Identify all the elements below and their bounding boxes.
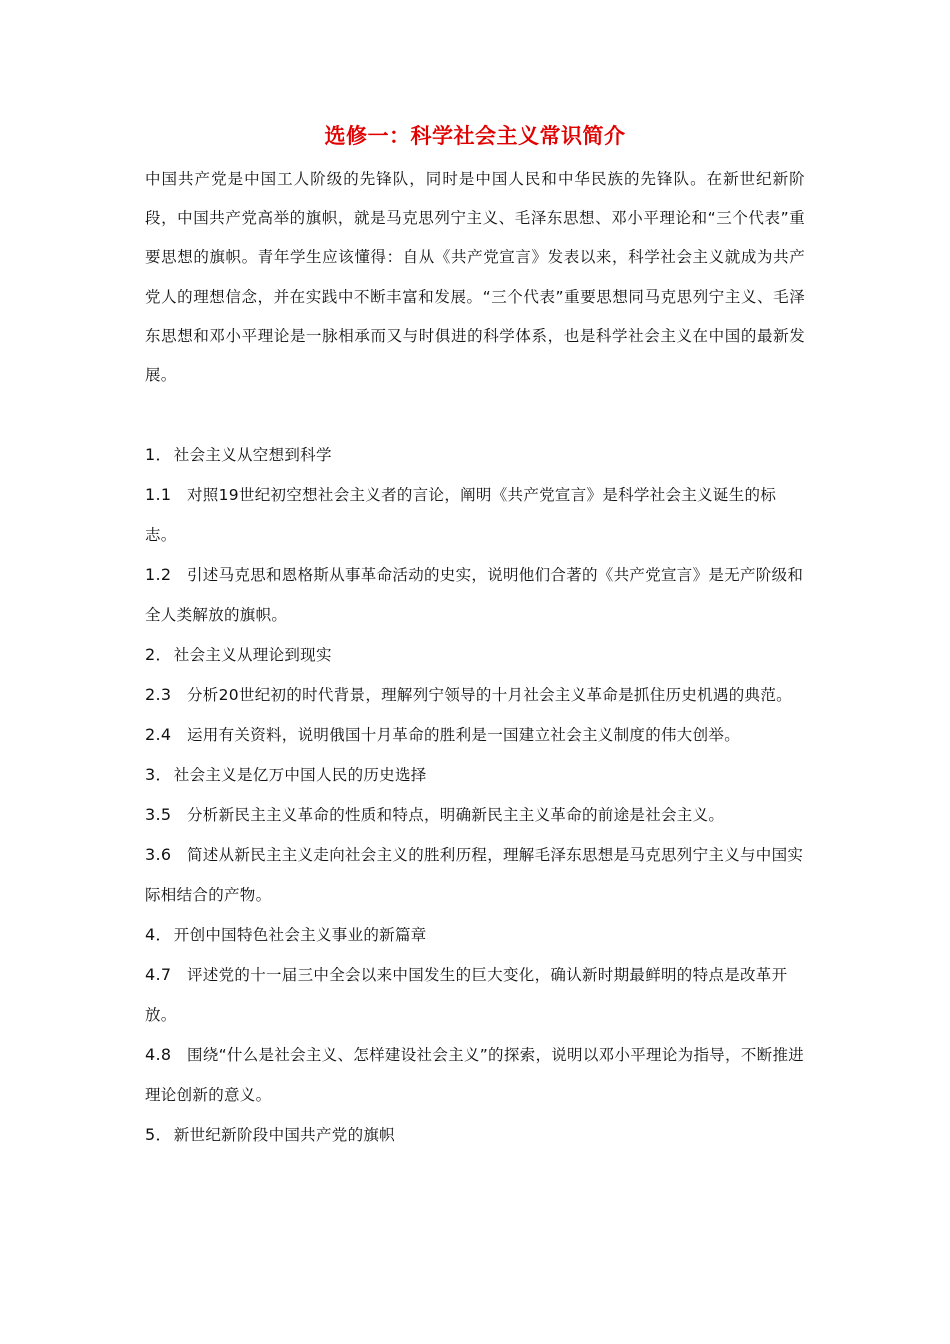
outline-number: 3.6: [145, 845, 172, 865]
outline-number: 3．: [145, 765, 172, 785]
outline-text: 对照19世纪初空想社会主义者的言论，阐明《共产党宣言》是科学社会主义诞生的标志。: [145, 486, 777, 545]
outline-text: 社会主义从空想到科学: [173, 446, 332, 465]
outline-text: 分析新民主主义革命的性质和特点，明确新民主主义革命的前途是社会主义。: [187, 806, 725, 825]
document-title: 选修一：科学社会主义常识简介: [324, 124, 626, 148]
outline-heading-3: [145, 755, 805, 795]
outline-number: 4．: [145, 925, 172, 945]
outline-text: 围绕“什么是社会主义、怎样建设社会主义”的探索，说明以邓小平理论为指导，不断推进理论创新的意义。: [145, 1046, 805, 1105]
outline-item-4-8: [145, 1035, 805, 1115]
outline-number: 2.3: [145, 685, 172, 705]
outline-text: 引述马克思和恩格斯从事革命活动的史实，说明他们合著的《共产党宣言》是无产阶级和全人类解放的旗帜。: [145, 566, 804, 625]
outline-text: 评述党的十一届三中全会以来中国发生的巨大变化，确认新时期最鲜明的特点是改革开放。: [145, 966, 788, 1025]
outline-heading-2: [145, 635, 805, 675]
outline-text: 社会主义是亿万中国人民的历史选择: [173, 766, 427, 785]
outline-item-4-7: [145, 955, 805, 1035]
outline-item-2-3: [145, 675, 805, 715]
outline-number: 1．: [145, 445, 172, 465]
outline-text: 开创中国特色社会主义事业的新篇章: [173, 926, 427, 945]
outline-number: 1.2: [145, 565, 172, 585]
intro-paragraph: 中国共产党是中国工人阶级的先锋队，同时是中国人民和中华民族的先锋队。在新世纪新阶段，中国共产党高举的旗帜，就是马克思列宁主义、毛泽东思想、邓小平理论和“三个代表”重要思想的旗帜。青年学生应该懂得：自从《共产党宣言》发表以来，科学社会主义就成为共产党人的理想信念，并在实践中不断丰富和发展。“三个代表”重要思想同马克思列宁主义、毛泽东思想和邓小平理论是一脉相承而又与时俱进的科学体系，也是科学社会主义在中国的最新发展。: [145, 170, 805, 385]
outline-heading-5: [145, 1115, 805, 1155]
outline-heading-1: [145, 435, 805, 475]
outline-text: 分析20世纪初的时代背景，理解列宁领导的十月社会主义革命是抓住历史机遇的典范。: [187, 686, 792, 705]
outline-number: 5．: [145, 1125, 172, 1145]
outline-heading-4: [145, 915, 805, 955]
outline-number: 1.1: [145, 485, 172, 505]
outline-text: 简述从新民主主义走向社会主义的胜利历程，理解毛泽东思想是马克思列宁主义与中国实际相结合的产物。: [145, 846, 804, 905]
outline-item-2-4: [145, 715, 805, 755]
outline-text: 运用有关资料，说明俄国十月革命的胜利是一国建立社会主义制度的伟大创举。: [187, 726, 741, 745]
outline-number: 4.7: [145, 965, 172, 985]
course-outline: [145, 435, 805, 1155]
document-page: [145, 118, 805, 1155]
outline-number: 4.8: [145, 1045, 172, 1065]
outline-number: 2．: [145, 645, 172, 665]
outline-item-3-6: [145, 835, 805, 915]
outline-text: 社会主义从理论到现实: [173, 646, 332, 665]
outline-item-1-2: [145, 555, 805, 635]
outline-number: 2.4: [145, 725, 172, 745]
outline-item-1-1: [145, 475, 805, 555]
outline-number: 3.5: [145, 805, 172, 825]
outline-item-3-5: [145, 795, 805, 835]
outline-text: 新世纪新阶段中国共产党的旗帜: [173, 1126, 395, 1145]
